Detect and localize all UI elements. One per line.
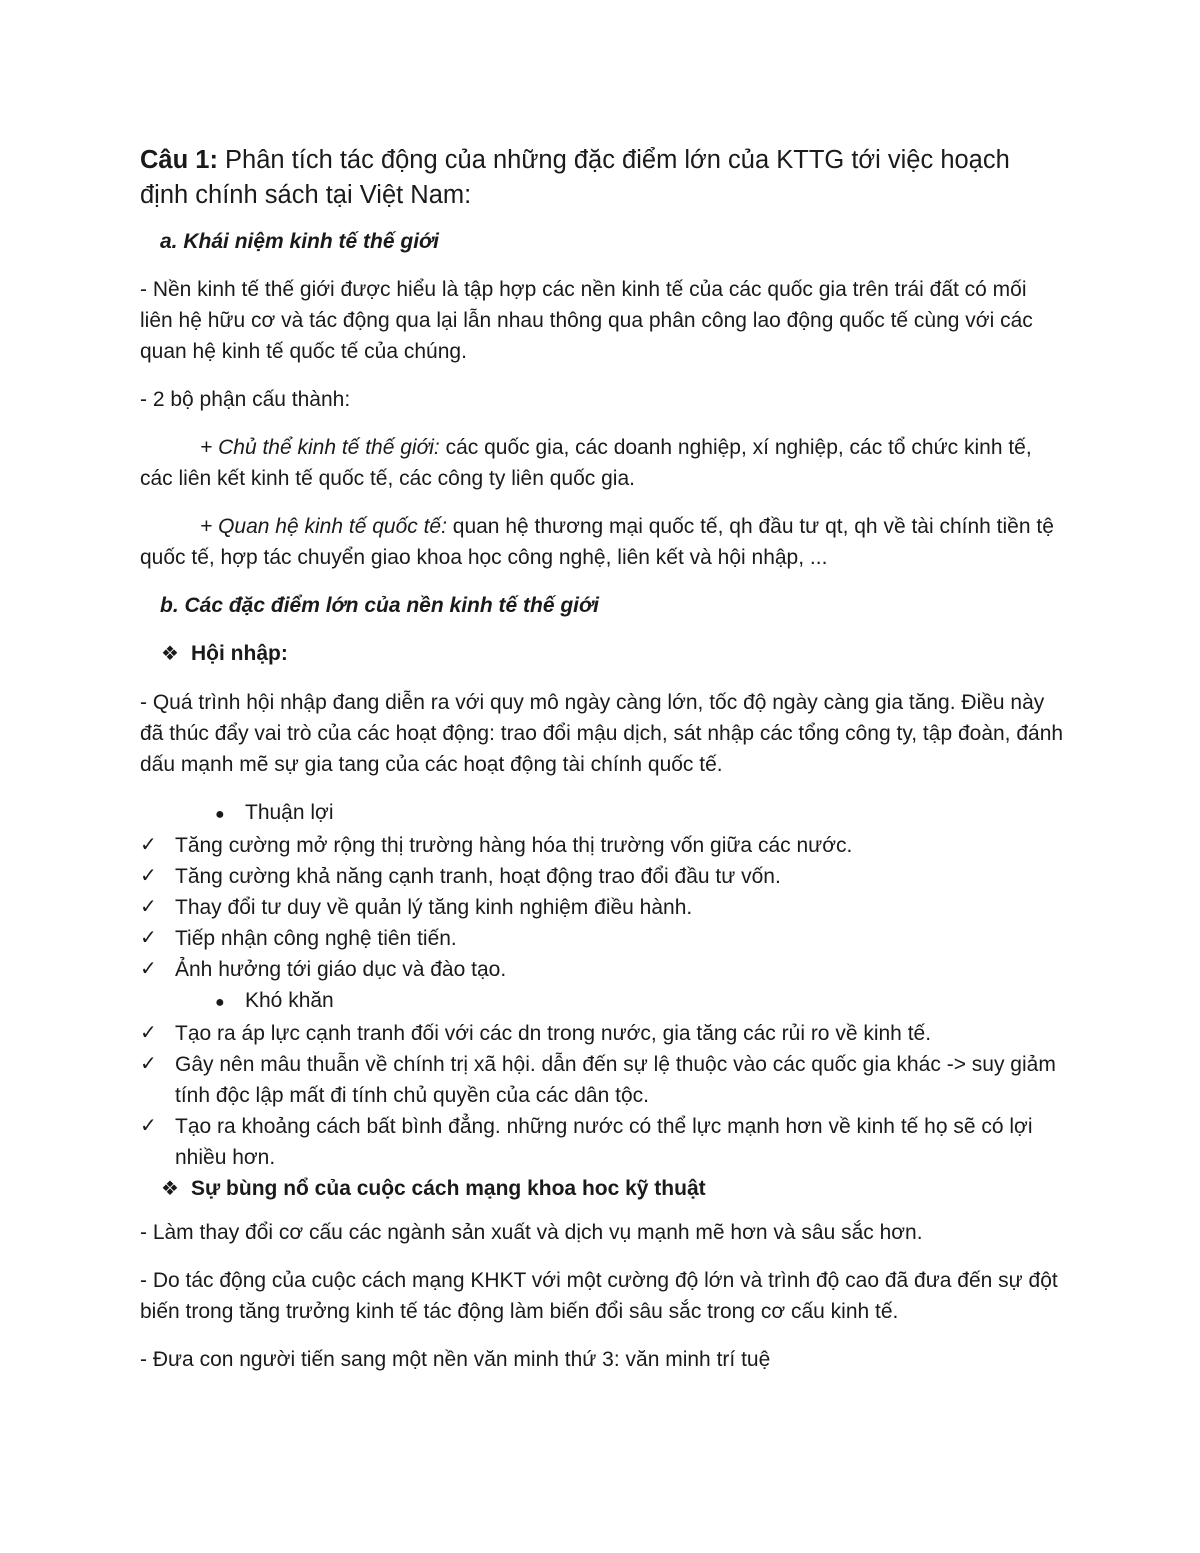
check-icon: ✓ bbox=[140, 865, 157, 887]
diamond-bullet-icon: ❖ bbox=[161, 643, 179, 665]
question-label: Câu 1: bbox=[140, 146, 218, 174]
revolution-heading bbox=[161, 1173, 1065, 1205]
check-icon: ✓ bbox=[140, 958, 157, 980]
component-subjects-label: + Chủ thể kinh tế thế giới: bbox=[200, 436, 440, 459]
section-a-paragraph-components: - 2 bộ phận cấu thành: bbox=[140, 388, 351, 411]
difficulties-list bbox=[140, 1018, 1065, 1173]
bullet-dot-icon: ● bbox=[215, 994, 225, 1011]
question-title bbox=[140, 143, 1065, 213]
check-icon: ✓ bbox=[140, 1022, 157, 1044]
list-item: ✓ Tiếp nhận công nghệ tiên tiến. bbox=[140, 923, 1065, 954]
advantages-list bbox=[140, 830, 1065, 985]
check-icon: ✓ bbox=[140, 834, 157, 856]
section-a-paragraph-definition: - Nền kinh tế thế giới được hiểu là tập hợp các nền kinh tế của các quốc gia trên trái đất có mối liên hệ hữu cơ và tác động qua lại lẫn nhau thông qua phân công lao động quốc tế cùng với các quan hệ kinh tế quốc tế của chúng. bbox=[140, 278, 1033, 363]
list-item: ✓ Ảnh hưởng tới giáo dục và đào tạo. bbox=[140, 954, 1065, 985]
section-b-heading: b. Các đặc điểm lớn của nền kinh tế thế giới bbox=[160, 594, 599, 617]
check-icon: ✓ bbox=[140, 927, 157, 949]
check-icon: ✓ bbox=[140, 1053, 157, 1075]
difficulties-label bbox=[215, 985, 1065, 1018]
list-item: ✓ Tạo ra áp lực cạnh tranh đối với các dn trong nước, gia tăng các rủi ro về kinh tế. bbox=[140, 1018, 1065, 1049]
list-item: ✓ Tăng cường mở rộng thị trường hàng hóa thị trường vốn giữa các nước. bbox=[140, 830, 1065, 861]
integration-paragraph: - Quá trình hội nhập đang diễn ra với quy mô ngày càng lớn, tốc độ ngày càng gia tăng. Điều này đã thúc đẩy vai trò của các hoạt động: trao đổi mậu dịch, sát nhập các tổng công ty, tập đoàn, đánh dấu mạnh mẽ sự gia tang của các hoạt động tài chính quốc tế. bbox=[140, 691, 1064, 776]
revolution-heading-text: Sự bùng nổ của cuộc cách mạng khoa hoc kỹ thuật bbox=[191, 1177, 706, 1200]
check-icon: ✓ bbox=[140, 1115, 157, 1137]
check-icon: ✓ bbox=[140, 896, 157, 918]
list-item: ✓ Tăng cường khả năng cạnh tranh, hoạt động trao đổi đầu tư vốn. bbox=[140, 861, 1065, 892]
difficulties-label-text: Khó khăn bbox=[245, 989, 334, 1012]
component-subjects bbox=[140, 432, 1065, 494]
section-a-heading: a. Khái niệm kinh tế thế giới bbox=[160, 230, 439, 253]
list-item: ✓ Tạo ra khoảng cách bất bình đẳng. những nước có thể lực mạnh hơn về kinh tế họ sẽ có lợi nhiều hơn. bbox=[140, 1111, 1065, 1173]
diamond-bullet-icon: ❖ bbox=[161, 1178, 179, 1200]
advantages-label bbox=[215, 797, 1065, 830]
bullet-dot-icon: ● bbox=[215, 806, 225, 823]
integration-heading-text: Hội nhập: bbox=[191, 642, 288, 665]
list-item: ✓ Thay đổi tư duy về quản lý tăng kinh nghiệm điều hành. bbox=[140, 892, 1065, 923]
document-body bbox=[140, 143, 1065, 1392]
revolution-paragraph-1: - Làm thay đổi cơ cấu các ngành sản xuất và dịch vụ mạnh mẽ hơn và sâu sắc hơn. bbox=[140, 1221, 923, 1244]
revolution-paragraph-3: - Đưa con người tiến sang một nền văn minh thứ 3: văn minh trí tuệ bbox=[140, 1348, 771, 1371]
component-relations-label: + Quan hệ kinh tế quốc tế: bbox=[200, 515, 447, 538]
component-relations-text: quan hệ thương mại quốc tế, qh đầu tư qt, qh về tài chính tiền tệ quốc tế, hợp tác chuyển giao khoa học công nghệ, liên kết và hội nhập, ... bbox=[140, 515, 1054, 569]
component-subjects-text: các quốc gia, các doanh nghiệp, xí nghiệp, các tổ chức kinh tế, các liên kết kinh tế quốc tế, các công ty liên quốc gia. bbox=[140, 436, 1032, 490]
revolution-paragraph-2: - Do tác động của cuộc cách mạng KHKT với một cường độ lớn và trình độ cao đã đưa đến sự đột biến trong tăng trưởng kinh tế tác động làm biến đổi sâu sắc trong cơ cấu kinh tế. bbox=[140, 1269, 1058, 1323]
question-text: Phân tích tác động của những đặc điểm lớn của KTTG tới việc hoạch định chính sách tại Việt Nam: bbox=[140, 146, 1010, 209]
component-relations bbox=[140, 511, 1065, 573]
list-item: ✓ Gây nên mâu thuẫn về chính trị xã hội. dẫn đến sự lệ thuộc vào các quốc gia khác -> suy giảm tính độc lập mất đi tính chủ quyền của các dân tộc. bbox=[140, 1049, 1065, 1111]
integration-heading bbox=[161, 638, 1065, 670]
advantages-label-text: Thuận lợi bbox=[245, 801, 334, 824]
